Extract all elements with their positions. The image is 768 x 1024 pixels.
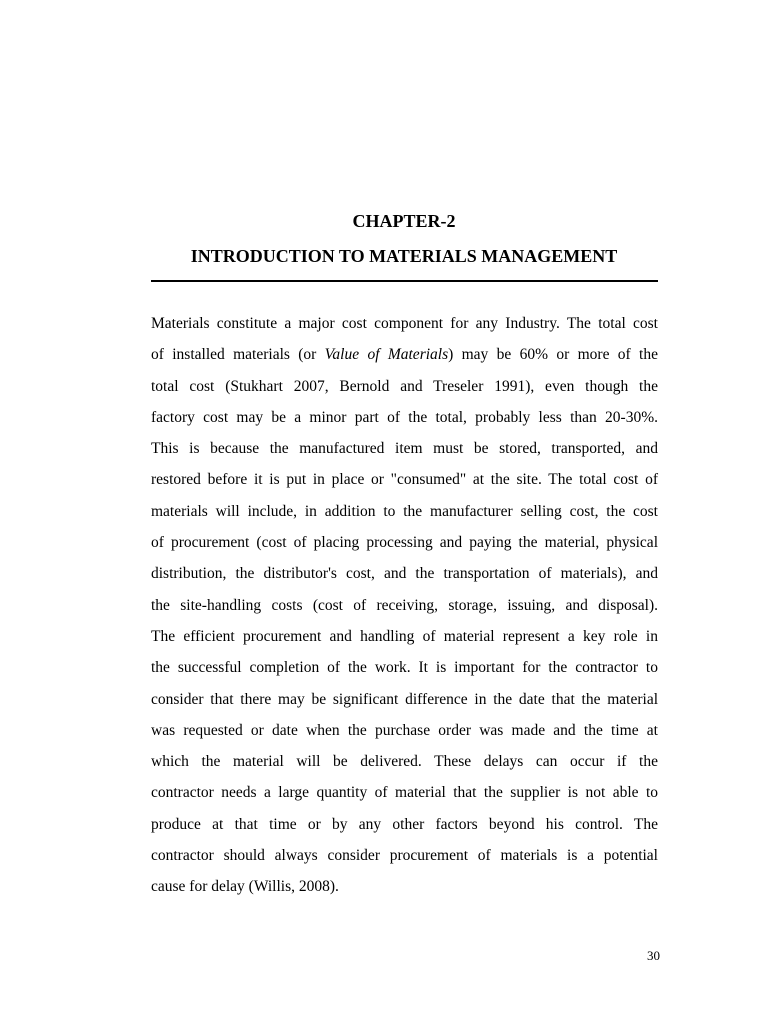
paragraph-line: contractor needs a large quantity of material that the supplier is not able to bbox=[151, 784, 658, 802]
paragraph-line: the site-handling costs (cost of receiving, storage, issuing, and disposal). bbox=[151, 596, 658, 614]
paragraph-line: This is because the manufactured item must be stored, transported, and bbox=[151, 440, 658, 458]
chapter-title-heading: INTRODUCTION TO MATERIALS MANAGEMENT bbox=[190, 246, 618, 266]
paragraph-line-text: of installed materials (or bbox=[151, 346, 325, 364]
paragraph-line: contractor should always consider procurement of materials is a potential bbox=[151, 847, 658, 865]
paragraph-line-text: ) may be 60% or more of the bbox=[448, 346, 658, 364]
paragraph-line: Materials constitute a major cost component for any Industry. The total cost bbox=[151, 315, 658, 332]
italic-term: Value of Materials bbox=[324, 346, 449, 364]
paragraph-line: The efficient procurement and handling of material represent a key role in bbox=[151, 627, 658, 645]
paragraph-line: of procurement (cost of placing processing and paying the material, physical bbox=[151, 534, 658, 552]
paragraph-line: cause for delay (Willis, 2008). bbox=[151, 878, 339, 896]
paragraph-line: factory cost may be a minor part of the total, probably less than 20-30%. bbox=[151, 408, 658, 426]
paragraph-line: was requested or date when the purchase order was made and the time at bbox=[151, 721, 658, 739]
paragraph-line bbox=[151, 339, 658, 370]
paragraph-line: distribution, the distributor's cost, and the transportation of materials), and bbox=[151, 565, 658, 583]
paragraph-line: materials will include, in addition to the manufacturer selling cost, the cost bbox=[151, 502, 658, 520]
paragraph-line: consider that there may be significant difference in the date that the material bbox=[151, 690, 658, 708]
paragraph-line: total cost (Stukhart 2007, Bernold and Treseler 1991), even though the bbox=[151, 377, 658, 395]
heading-divider-rule bbox=[151, 280, 658, 282]
chapter-number-heading: CHAPTER-2 bbox=[352, 211, 456, 231]
body-paragraph bbox=[151, 308, 658, 903]
paragraph-line: produce at that time or by any other factors beyond his control. The bbox=[151, 815, 658, 833]
paragraph-line: restored before it is put in place or "consumed" at the site. The total cost of bbox=[151, 471, 658, 489]
paragraph-line: which the material will be delivered. These delays can occur if the bbox=[151, 753, 658, 771]
paragraph-line: the successful completion of the work. It is important for the contractor to bbox=[151, 659, 658, 677]
page-number: 30 bbox=[647, 948, 660, 963]
